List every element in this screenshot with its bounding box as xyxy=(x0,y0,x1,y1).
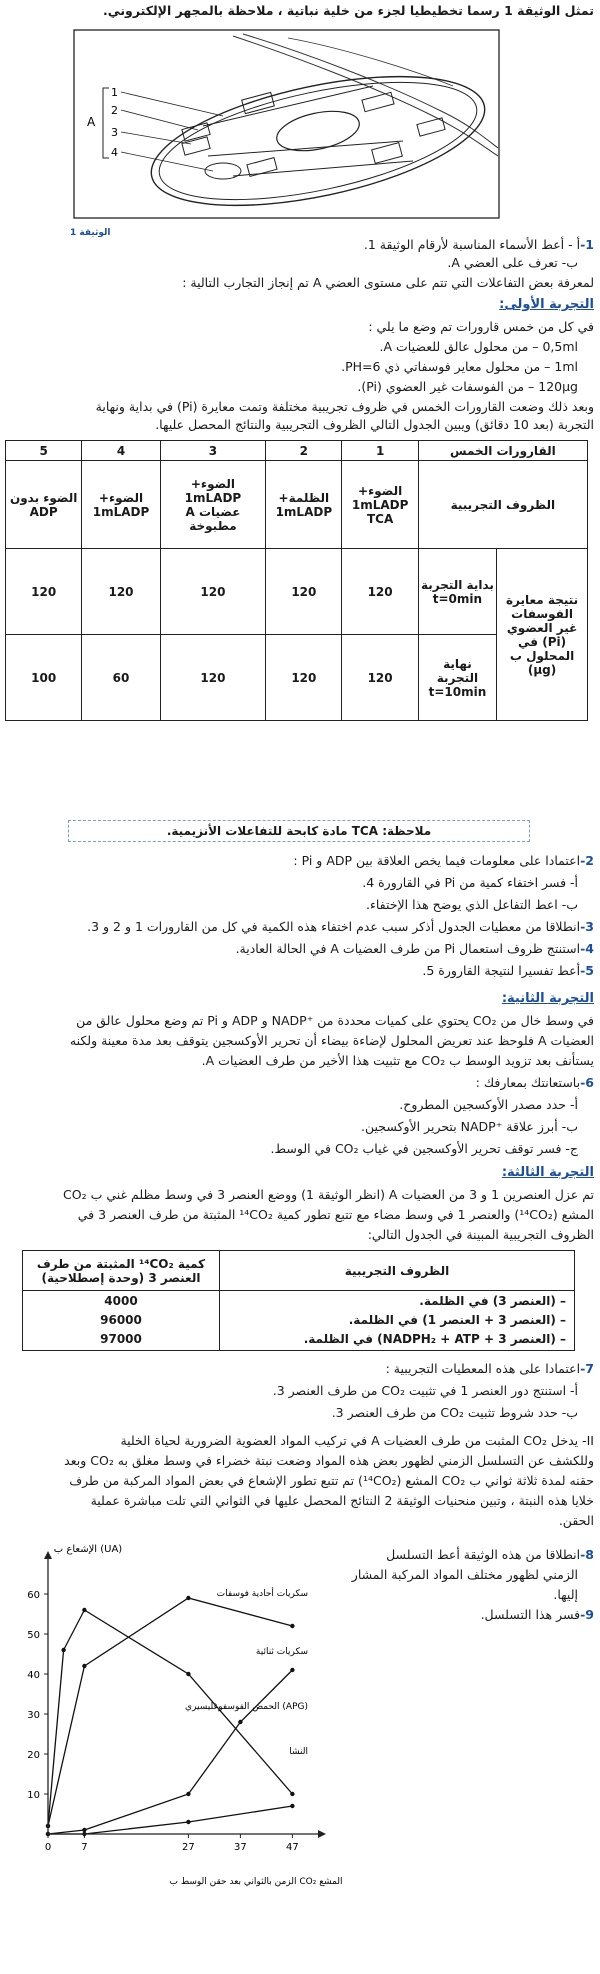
label-2: 2 xyxy=(111,104,118,117)
q6-number: 6- xyxy=(580,1075,594,1090)
table1-flask-1: 1 xyxy=(342,441,418,461)
part2-line-2: وللكشف عن التسلسل الزمني لظهور بعض هذه المواد وضعت نبتة خضراء في وسط مغلق به CO₂ وبعد xyxy=(64,1453,594,1468)
chart-point xyxy=(290,1804,294,1808)
table2-cond-1: – (العنصر 3) في الظلمة. xyxy=(419,1294,566,1308)
exp2-line-1: في وسط خال من CO₂ يحتوي على كميات محددة من ⁺NADP و ADP و Pi تم وضع محلول عالق من xyxy=(76,1013,594,1028)
table1-end-2: 120 xyxy=(266,635,342,721)
chart-point xyxy=(82,1828,86,1832)
intro-text: تمثل الوثيقة 1 رسما تخطيطيا لجزء من خلية نباتية ، ملاحظة بالمجهر الإلكتروني. xyxy=(102,3,594,18)
part2-line-3: حقنه لمدة ثلاثة ثواني ب CO₂ المشع (¹⁴CO₂) تم تتبع تطور الإشعاع في بعض المواد المركبة من طرف xyxy=(69,1473,594,1488)
q7a: أ- استنتج دور العنصر 1 في تثبيت CO₂ من طرف العنصر 3. xyxy=(272,1383,578,1398)
chart-point xyxy=(186,1820,190,1824)
table1-start-2: 120 xyxy=(266,549,342,635)
table1-end-4: 60 xyxy=(82,635,160,721)
table1-end-3: 120 xyxy=(160,635,266,721)
q3-text: انطلاقا من معطيات الجدول أذكر سبب عدم اختفاء هذه الكمية في كل من القارورات 1 و 2 و 3. xyxy=(87,919,581,934)
chart-point xyxy=(238,1720,242,1724)
chloroplast-outer xyxy=(140,52,495,230)
q2 xyxy=(6,852,594,869)
table1-end-5: 100 xyxy=(6,635,82,721)
label-1: 1 xyxy=(111,86,118,99)
table1-start-1: 120 xyxy=(342,549,418,635)
q7-text: اعتمادا على هذه المعطيات التجريبية : xyxy=(385,1361,581,1376)
table2-col-conditions: الظروف التجريبية xyxy=(220,1251,575,1291)
chart-series-line xyxy=(48,1610,292,1826)
table2-val-3: 97000 xyxy=(100,1332,142,1346)
chart-x-tick-label: 0 xyxy=(44,1842,52,1853)
table2-val-1: 4000 xyxy=(104,1294,138,1308)
chart-x-tick-label: 47 xyxy=(286,1842,299,1853)
exp2-title: التجربة الثانية: xyxy=(501,991,594,1006)
q2b: ب- اعط التفاعل الذي يوضح هذا الإختفاء. xyxy=(366,897,578,912)
table2-cond-2: – (العنصر 3 + العنصر 1) في الظلمة. xyxy=(348,1313,566,1327)
table1-header-flasks: القارورات الخمس xyxy=(418,441,587,461)
table2-val-2: 96000 xyxy=(100,1313,142,1327)
q6-text: باستعانتك بمعارفك : xyxy=(475,1075,581,1090)
q2-text: اعتمادا على معلومات فيما يخص العلاقة بين ADP و Pi : xyxy=(293,853,581,868)
exp1-item-2: 1ml – من محلول معاير فوسفاتي ذي PH=6. xyxy=(341,359,578,374)
q6b: ب- أبرز علاقة ⁺NADP بتحرير الأوكسجين. xyxy=(361,1119,578,1134)
exp3-line-3: الظروف التجريبية المبينة في الجدول التالي: xyxy=(367,1227,594,1242)
chart-series-label: سكريات أحادية فوسفات xyxy=(216,1589,308,1599)
q8-line-1 xyxy=(360,1546,594,1563)
label-3: 3 xyxy=(111,126,118,139)
chart-y-arrow xyxy=(44,1551,52,1559)
q3-number: 3- xyxy=(580,919,594,934)
q5 xyxy=(6,962,594,979)
table2-col-amount: كمية ¹⁴CO₂ المثبتة من طرف العنصر 3 (وحدة إصطلاحية) xyxy=(23,1251,220,1291)
table1-cond-1: الضوء+ 1mLADP TCA xyxy=(342,461,418,549)
chart-y-tick-label: 50 xyxy=(27,1630,40,1641)
q2a: أ- فسر اختفاء كمية من Pi في القارورة 4. xyxy=(362,875,578,890)
document2-chart xyxy=(8,1534,343,1974)
exp1-item-3: 120μg – من الفوسفات غير العضوي (Pi). xyxy=(357,379,578,394)
tca-note: ملاحظة: TCA مادة كابحة للتفاعلات الأنزيمية. xyxy=(68,820,530,842)
q7b: ب- حدد شروط تثبيت CO₂ من طرف العنصر 3. xyxy=(331,1405,578,1420)
exp3-line-1: تم عزل العنصرين 1 و 3 من العضيات A (انظر الوثيقة 1) ووضع العنصر 3 في وسط مظلم غني ب CO₂ xyxy=(63,1187,594,1202)
exp1-item-1: 0,5ml – من محلول عالق للعضيات A. xyxy=(379,339,578,354)
q4-number: 4- xyxy=(580,941,594,956)
exp2-line-3: يستأنف بعد تزويد الوسط ب CO₂ مع تثبيت هذا الأخير من طرف العضيات A. xyxy=(201,1053,594,1068)
q4-text: استنتج ظروف استعمال Pi من طرف العضيات A في الحالة العادية. xyxy=(235,941,581,956)
chart-xlabel: الزمن بالثواني بعد حقن الوسط ب CO₂ المشع xyxy=(169,1877,343,1887)
q8-number: 8- xyxy=(580,1547,594,1562)
q9-text: فسر هذا التسلسل. xyxy=(480,1607,581,1622)
part2-line-4: خلايا هذه النبتة ، وتبين منحنيات الوثيقة 2 النتائج المحصل عليها في الثواني التي تلت مباشرة عملية xyxy=(90,1493,594,1508)
table1-start-label: بداية التجربة t=0min xyxy=(418,549,496,635)
exp2-line-2: العضيات A فلوحظ عند تعريض المحلول لإضاءة بيضاء أن تحرير الأوكسجين يتوقف بعد مدة معينة ولكنه xyxy=(69,1033,594,1048)
chart-x-tick-label: 37 xyxy=(234,1842,247,1853)
table1-flask-5: 5 xyxy=(6,441,82,461)
q6 xyxy=(6,1074,594,1091)
table1-conditions-label: الظروف التجريبية xyxy=(418,461,587,549)
chart-x-tick-label: 7 xyxy=(81,1842,88,1853)
exp1-after-1: وبعد ذلك وضعت القارورات الخمس في ظروف تجريبية مختلفة وتمت معايرة (Pi) في بداية ونهاية xyxy=(95,399,594,414)
table1-result-label: نتيجة معايرة الفوسفات غير العضوي (Pi) في المحلول ب (μg) xyxy=(497,549,588,721)
q5-number: 5- xyxy=(580,963,594,978)
q9 xyxy=(360,1606,594,1623)
chart-point xyxy=(186,1672,190,1676)
chart-series-label: سكريات ثنائية xyxy=(255,1647,308,1657)
label-4: 4 xyxy=(111,146,118,159)
chloroplast-inner xyxy=(149,59,486,222)
table2 xyxy=(22,1250,575,1351)
q4 xyxy=(6,940,594,957)
chart-y-tick-label: 20 xyxy=(27,1750,40,1761)
q8-line-3: إليها. xyxy=(553,1587,578,1602)
chart-y-tick-label: 40 xyxy=(27,1670,40,1681)
q9-number: 9- xyxy=(580,1607,594,1622)
exp3-line-2: المشع (¹⁴CO₂) والعنصر 1 في وسط مضاء مع تتبع تطور كمية ¹⁴CO₂ المثبتة من طرف العنصر 3 في xyxy=(77,1207,594,1222)
q6a: أ- حدد مصدر الأوكسجين المطروح. xyxy=(399,1097,578,1112)
table2-conditions-cell xyxy=(220,1291,575,1351)
q1a xyxy=(6,236,594,253)
chart-ylabel: الإشعاع ب (UA) xyxy=(53,1544,123,1555)
label-bracket xyxy=(103,88,109,158)
chart-x-arrow xyxy=(318,1830,326,1838)
q5-text: أعط تفسيرا لنتيجة القارورة 5. xyxy=(422,963,581,978)
chart-point xyxy=(82,1664,86,1668)
q8-text-1: انطلاقا من هذه الوثيقة أعط التسلسل xyxy=(386,1547,581,1562)
table1-flask-2: 2 xyxy=(266,441,342,461)
chart-y-tick-label: 60 xyxy=(27,1590,40,1601)
table1 xyxy=(5,440,588,721)
exp1-title: التجربة الأولى: xyxy=(499,297,594,312)
part2-line-5: الحقن. xyxy=(558,1513,594,1528)
chart-y-tick-label: 30 xyxy=(27,1710,40,1721)
part1-lead: لمعرفة بعض التفاعلات التي تتم على مستوى العضي A تم إنجاز التجارب التالية : xyxy=(182,275,594,290)
table1-start-5: 120 xyxy=(6,549,82,635)
table1-flask-3: 3 xyxy=(160,441,266,461)
chart-point xyxy=(186,1596,190,1600)
chart-point xyxy=(290,1792,294,1796)
table1-start-4: 120 xyxy=(82,549,160,635)
q2-number: 2- xyxy=(580,853,594,868)
part2-line-1: II- يدخل CO₂ المثبت من طرف العضيات A في تركيب المواد العضوية الضرورية لحياة الخلية xyxy=(120,1433,594,1448)
exp1-after-2: التجربة (بعد 10 دقائق) ويبين الجدول التالي الظروف التجريبية والنتائج المحصل عليها. xyxy=(155,417,594,432)
table1-cond-2: الظلمة+ 1mLADP xyxy=(266,461,342,549)
chart-series-label: النشا xyxy=(289,1747,308,1757)
q7 xyxy=(6,1360,594,1377)
exp3-title: التجربة الثالثة: xyxy=(501,1165,594,1180)
table1-flask-4: 4 xyxy=(82,441,160,461)
table1-end-label: نهاية التجربة t=10min xyxy=(418,635,496,721)
q1-number: 1- xyxy=(580,237,594,252)
chart-x-tick-label: 27 xyxy=(182,1842,195,1853)
chart-point xyxy=(82,1608,86,1612)
table2-cond-3: – (العنصر 3 + NADPH₂ + ATP) في الظلمة. xyxy=(303,1332,566,1346)
starch-grain xyxy=(273,105,363,158)
exp1-setup: في كل من خمس قارورات تم وضع ما يلي : xyxy=(368,319,594,334)
table1-cond-4: الضوء+ 1mLADP xyxy=(82,461,160,549)
table1-end-1: 120 xyxy=(342,635,418,721)
q7-number: 7- xyxy=(580,1361,594,1376)
q8-line-2: الزمني لظهور مختلف المواد المركبة المشار xyxy=(351,1567,578,1582)
chart-point xyxy=(61,1648,65,1652)
q3 xyxy=(6,918,594,935)
q1a-text: أ - أعط الأسماء المناسبة لأرقام الوثيقة 1. xyxy=(363,237,581,252)
chart-y-tick-label: 10 xyxy=(27,1790,40,1801)
label-a: A xyxy=(87,115,96,129)
chart-point xyxy=(290,1624,294,1628)
table1-start-3: 120 xyxy=(160,549,266,635)
chart-point xyxy=(186,1792,190,1796)
table2-values-cell xyxy=(23,1291,220,1351)
chart-series-line xyxy=(48,1598,292,1826)
table1-cond-5: الضوء بدون ADP xyxy=(6,461,82,549)
document1-diagram xyxy=(73,26,503,226)
chart-point xyxy=(290,1668,294,1672)
q1b: ب- تعرف على العضي A. xyxy=(447,255,578,270)
chart-series-label: الحمض الفوسفوغليسيري (APG) xyxy=(185,1702,308,1712)
q6c: ج- فسر توقف تحرير الأوكسجين في غياب CO₂ في الوسط. xyxy=(270,1141,578,1156)
table1-cond-3: الضوء+ 1mLADP عضيات A مطبوخة xyxy=(160,461,266,549)
document1-caption: الوثيقة 1 xyxy=(70,228,111,238)
